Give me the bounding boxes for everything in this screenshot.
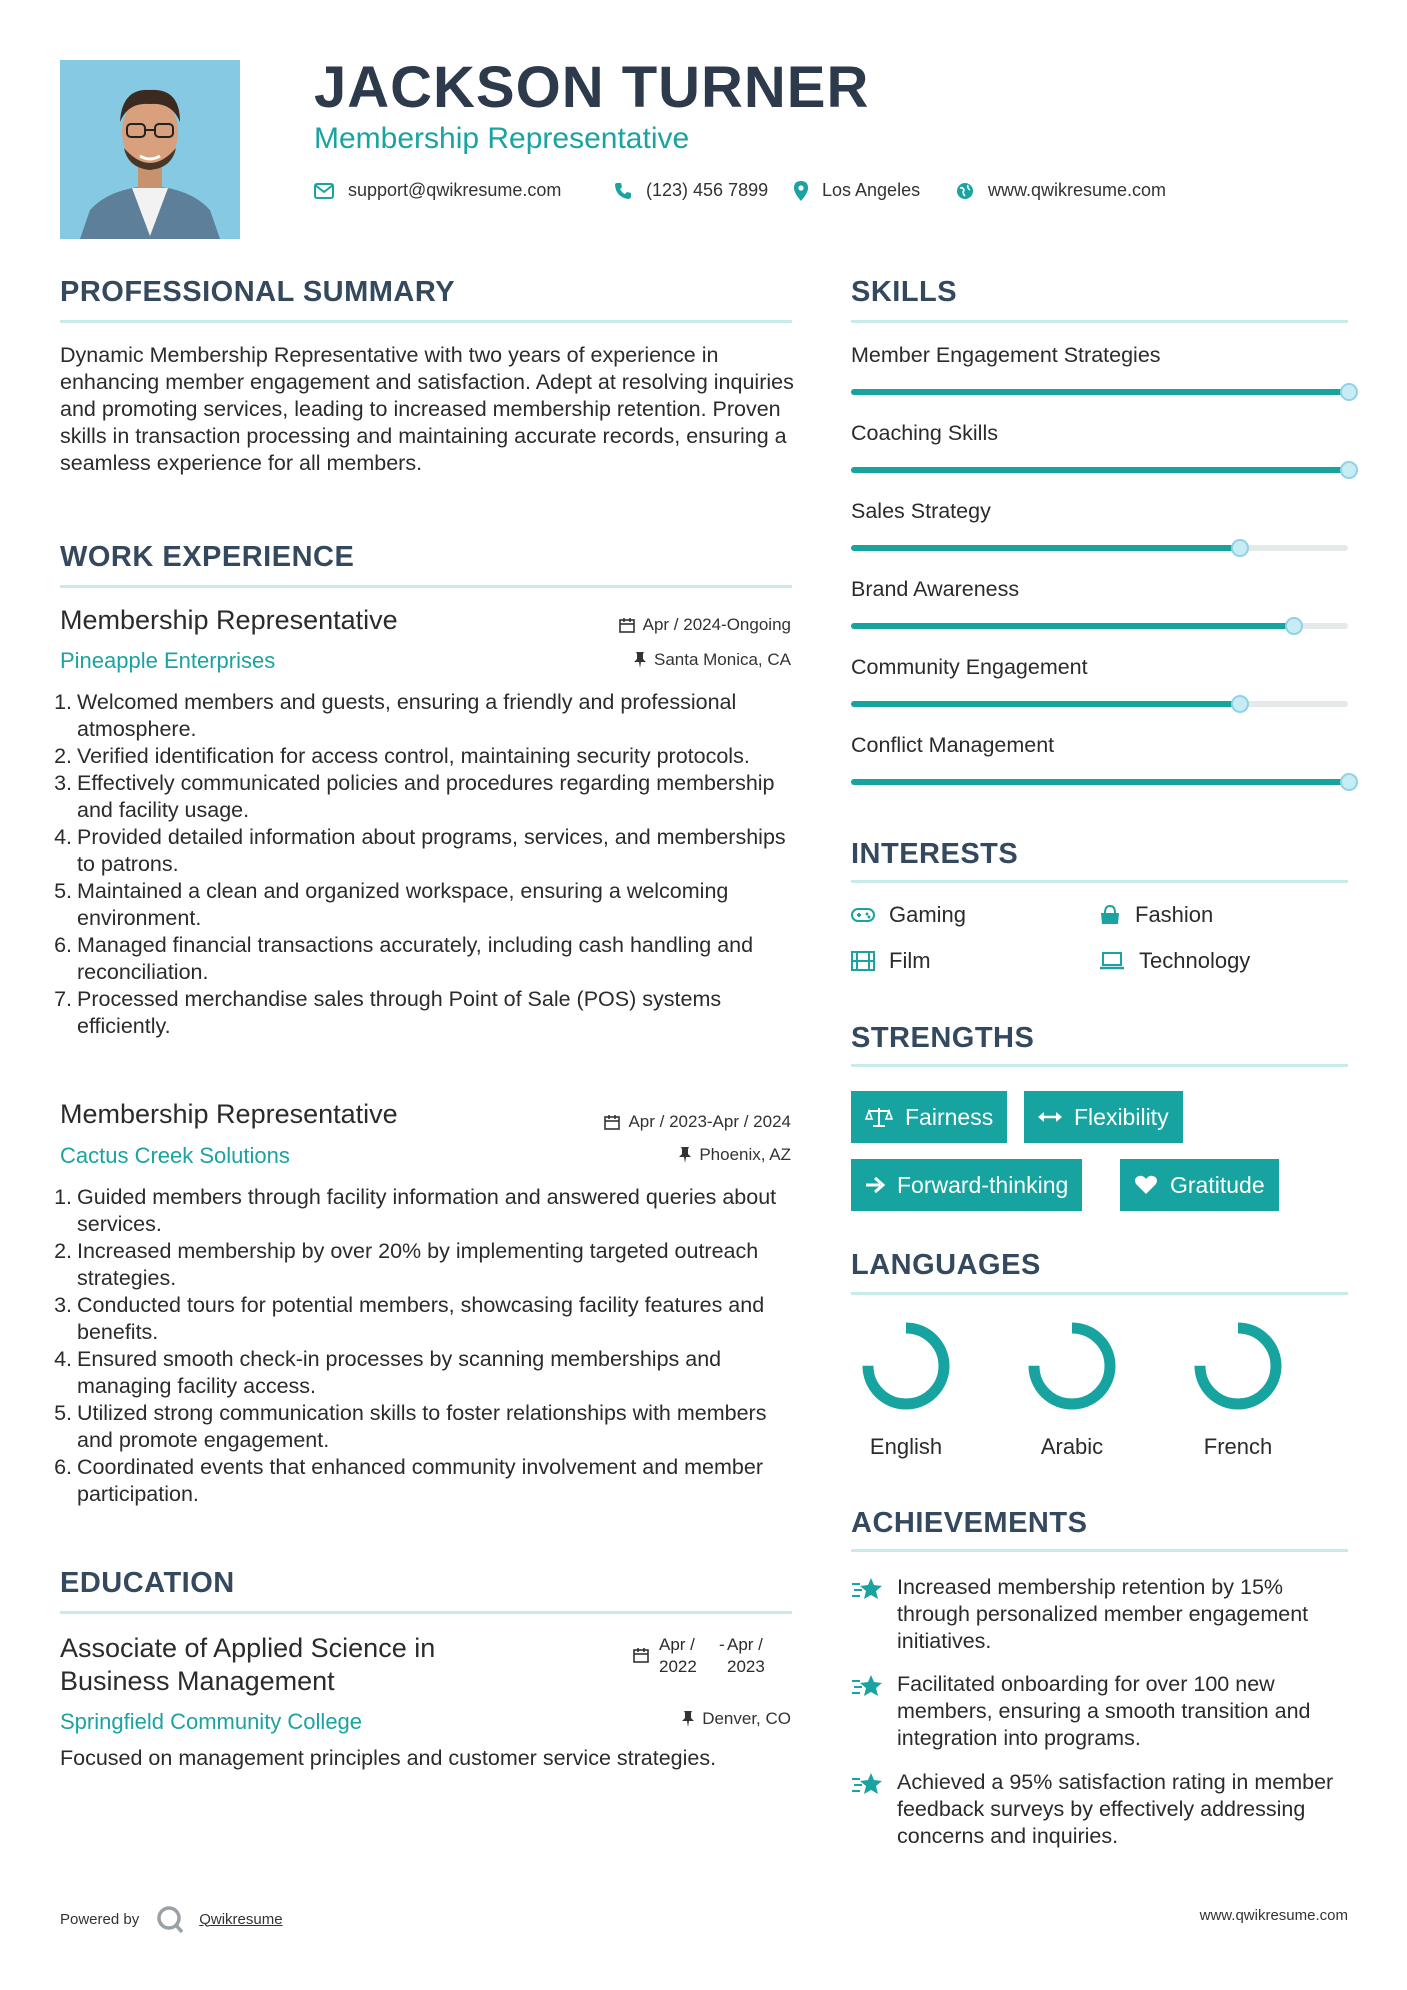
interest-gaming bbox=[851, 902, 966, 928]
skill-name: Member Engagement Strategies bbox=[851, 343, 1161, 367]
skill-name: Brand Awareness bbox=[851, 577, 1020, 601]
education-location-text: Denver, CO bbox=[702, 1709, 791, 1728]
list-item: 2. Verified identification for access control, maintaining security protocols. bbox=[54, 744, 750, 768]
arrow-right-icon bbox=[865, 1176, 885, 1194]
achievement-item bbox=[851, 1671, 1351, 1752]
calendar-icon bbox=[619, 617, 635, 633]
phone-icon bbox=[614, 182, 632, 200]
language-level-ring bbox=[1022, 1316, 1122, 1416]
film-icon bbox=[851, 951, 875, 971]
email-text: support@qwikresume.com bbox=[348, 180, 562, 200]
strength-label: Fairness bbox=[905, 1103, 994, 1130]
interest-label: Fashion bbox=[1135, 902, 1214, 927]
list-item: 4. Provided detailed information about programs, services, and memberships to patrons. bbox=[54, 825, 786, 876]
interest-label: Gaming bbox=[889, 902, 967, 927]
job-location-text: Phoenix, AZ bbox=[699, 1145, 791, 1164]
education-heading: EDUCATION bbox=[60, 1567, 235, 1599]
strengths-heading: STRENGTHS bbox=[851, 1022, 1035, 1054]
job-dates bbox=[604, 1112, 791, 1132]
job-company: Cactus Creek Solutions bbox=[60, 1143, 290, 1168]
contact-location bbox=[794, 180, 920, 201]
school-name: Springfield Community College bbox=[60, 1709, 363, 1734]
footer-url[interactable]: www.qwikresume.com bbox=[1199, 1907, 1348, 1924]
interest-technology bbox=[1099, 948, 1250, 974]
education-description: Focused on management principles and customer service strategies. bbox=[60, 1746, 717, 1770]
strength-label: Gratitude bbox=[1170, 1171, 1265, 1198]
list-item: 4. Ensured smooth check-in processes by scanning memberships and managing facility access. bbox=[54, 1347, 722, 1398]
skill-level-bar bbox=[851, 467, 1348, 473]
language-level-arc bbox=[1034, 1328, 1110, 1404]
list-item: 5. Maintained a clean and organized workspace, ensuring a welcoming environment. bbox=[54, 879, 729, 930]
candidate-title: Membership Representative bbox=[314, 122, 690, 155]
degree-line-2: Business Management bbox=[60, 1666, 335, 1696]
job-location-text: Santa Monica, CA bbox=[653, 650, 791, 669]
achievement-text: Increased membership retention by 15% through personalized member engagement initiatives. bbox=[897, 1575, 1309, 1653]
laptop-icon bbox=[1099, 952, 1125, 970]
summary-divider bbox=[60, 320, 792, 323]
skill-level-fill bbox=[851, 779, 1348, 785]
language-level-ring bbox=[1188, 1316, 1288, 1416]
qwikresume-logo-icon bbox=[155, 1904, 185, 1934]
powered-by-text: Powered by bbox=[60, 1910, 140, 1928]
job-title: Membership Representative bbox=[60, 1099, 398, 1129]
footer-powered-by bbox=[60, 1904, 283, 1934]
language-level-ring bbox=[856, 1316, 956, 1416]
degree-line-1: Associate of Applied Science in bbox=[60, 1633, 436, 1663]
skill-level-fill bbox=[851, 701, 1239, 707]
website-text: www.qwikresume.com bbox=[988, 180, 1167, 200]
arrows-horizontal-icon bbox=[1038, 1110, 1062, 1124]
interest-label: Technology bbox=[1139, 948, 1251, 973]
shooting-star-icon bbox=[851, 1771, 885, 1797]
job-dates bbox=[619, 615, 791, 635]
skill-level-handle bbox=[1231, 695, 1249, 713]
location-text: Los Angeles bbox=[822, 180, 921, 200]
list-item: 1. Welcomed members and guests, ensuring a friendly and professional atmosphere. bbox=[54, 690, 737, 741]
skill-level-bar bbox=[851, 779, 1348, 785]
education-date-separator: - bbox=[719, 1635, 725, 1654]
profile-photo bbox=[60, 60, 240, 239]
pushpin-icon bbox=[682, 1711, 694, 1727]
pushpin-icon bbox=[679, 1147, 691, 1163]
achievement-item bbox=[851, 1769, 1351, 1850]
job-dates-text: Apr / 2023-Apr / 2024 bbox=[628, 1112, 791, 1131]
skill-level-fill bbox=[851, 467, 1348, 473]
candidate-name: JACKSON TURNER bbox=[314, 55, 870, 120]
list-item: 1. Guided members through facility information and answered queries about services. bbox=[54, 1185, 777, 1236]
shooting-star-icon bbox=[851, 1673, 885, 1699]
contact-phone[interactable] bbox=[614, 180, 768, 201]
skill-level-bar bbox=[851, 623, 1348, 629]
job-location bbox=[634, 650, 791, 670]
skill-level-handle bbox=[1285, 617, 1303, 635]
skill-level-bar bbox=[851, 545, 1348, 551]
list-item: 3. Conducted tours for potential members, showcasing facility features and benefits. bbox=[54, 1293, 765, 1344]
interest-film bbox=[851, 948, 931, 974]
calendar-icon bbox=[604, 1114, 620, 1130]
contact-email[interactable] bbox=[314, 180, 561, 201]
interest-fashion bbox=[1099, 902, 1213, 928]
skill-level-fill bbox=[851, 389, 1348, 395]
scale-icon bbox=[865, 1106, 893, 1128]
education-divider bbox=[60, 1611, 792, 1614]
globe-icon bbox=[956, 182, 974, 200]
education-end-date: Apr / 2023 bbox=[727, 1635, 765, 1676]
skills-divider bbox=[851, 320, 1348, 323]
list-item: 3. Effectively communicated policies and procedures regarding membership and facility usage. bbox=[54, 771, 775, 822]
skill-level-handle bbox=[1340, 461, 1358, 479]
strength-tag-gratitude bbox=[1120, 1159, 1279, 1211]
achievements-heading: ACHIEVEMENTS bbox=[851, 1507, 1088, 1539]
list-item: 2. Increased membership by over 20% by implementing targeted outreach strategies. bbox=[54, 1239, 759, 1290]
job-location bbox=[679, 1145, 791, 1165]
strength-label: Flexibility bbox=[1074, 1103, 1169, 1130]
job-bullets bbox=[52, 689, 800, 1040]
language-level-arc bbox=[868, 1328, 944, 1404]
achievement-text: Facilitated onboarding for over 100 new members, ensuring a smooth transition and integration into programs. bbox=[897, 1672, 1311, 1750]
strength-tag-forward-thinking bbox=[851, 1159, 1082, 1211]
strength-tag-fairness bbox=[851, 1091, 1007, 1143]
skill-level-handle bbox=[1340, 773, 1358, 791]
shopping-bag-icon bbox=[1099, 905, 1121, 925]
skill-name: Community Engagement bbox=[851, 655, 1088, 679]
experience-heading: WORK EXPERIENCE bbox=[60, 541, 355, 573]
achievement-item bbox=[851, 1574, 1351, 1655]
languages-divider bbox=[851, 1292, 1348, 1295]
skill-name: Sales Strategy bbox=[851, 499, 991, 523]
job-bullets bbox=[52, 1184, 800, 1508]
shooting-star-icon bbox=[851, 1576, 885, 1602]
phone-text: (123) 456 7899 bbox=[646, 180, 769, 200]
language-name: English bbox=[869, 1434, 943, 1459]
experience-divider bbox=[60, 585, 792, 588]
envelope-icon bbox=[314, 183, 334, 199]
summary-text: Dynamic Membership Representative with two years of experience in enhancing member engagement and satisfaction. Adept at resolving inquiries and promoting services, leading to increased membership retention. Proven skills in transaction processing and maintaining accurate records, ensuring a seamless experience for all members. bbox=[60, 343, 794, 475]
skill-name: Coaching Skills bbox=[851, 421, 998, 445]
achievement-text: Achieved a 95% satisfaction rating in member feedback surveys by effectively addressing concerns and inquiries. bbox=[897, 1770, 1334, 1848]
contact-website[interactable] bbox=[956, 180, 1166, 201]
gamepad-icon bbox=[851, 907, 875, 923]
strengths-divider bbox=[851, 1064, 1348, 1067]
skill-level-bar bbox=[851, 389, 1348, 395]
languages-heading: LANGUAGES bbox=[851, 1249, 1041, 1281]
heart-icon bbox=[1134, 1175, 1158, 1195]
achievements-divider bbox=[851, 1549, 1348, 1552]
language-name: Arabic bbox=[1040, 1434, 1104, 1459]
language-level-arc bbox=[1200, 1328, 1276, 1404]
summary-heading: PROFESSIONAL SUMMARY bbox=[60, 276, 456, 308]
job-dates-text: Apr / 2024-Ongoing bbox=[642, 615, 791, 634]
list-item: 6. Coordinated events that enhanced community involvement and member participation. bbox=[54, 1455, 763, 1506]
strength-tag-flexibility bbox=[1024, 1091, 1183, 1143]
interest-label: Film bbox=[889, 948, 931, 973]
list-item: 6. Managed financial transactions accurately, including cash handling and reconciliation. bbox=[54, 933, 754, 984]
skill-level-bar bbox=[851, 701, 1348, 707]
skill-level-handle bbox=[1231, 539, 1249, 557]
pushpin-icon bbox=[634, 652, 646, 668]
list-item: 5. Utilized strong communication skills to foster relationships with members and promote engagement. bbox=[54, 1401, 767, 1452]
education-location bbox=[682, 1709, 791, 1729]
job-title: Membership Representative bbox=[60, 605, 398, 635]
language-name: French bbox=[1203, 1434, 1273, 1459]
interests-divider bbox=[851, 880, 1348, 883]
interests-heading: INTERESTS bbox=[851, 838, 1019, 870]
calendar-icon bbox=[633, 1647, 649, 1663]
skill-name: Conflict Management bbox=[851, 733, 1055, 757]
skills-heading: SKILLS bbox=[851, 276, 958, 308]
list-item: 7. Processed merchandise sales through Point of Sale (POS) systems efficiently. bbox=[54, 987, 722, 1038]
education-start-date: Apr / 2022 bbox=[659, 1635, 697, 1676]
qwikresume-link[interactable]: Qwikresume bbox=[199, 1910, 283, 1928]
skill-level-fill bbox=[851, 623, 1293, 629]
skill-level-handle bbox=[1340, 383, 1358, 401]
map-pin-icon bbox=[794, 181, 808, 201]
strength-label: Forward-thinking bbox=[897, 1171, 1069, 1198]
skill-level-fill bbox=[851, 545, 1239, 551]
job-company: Pineapple Enterprises bbox=[60, 648, 276, 673]
